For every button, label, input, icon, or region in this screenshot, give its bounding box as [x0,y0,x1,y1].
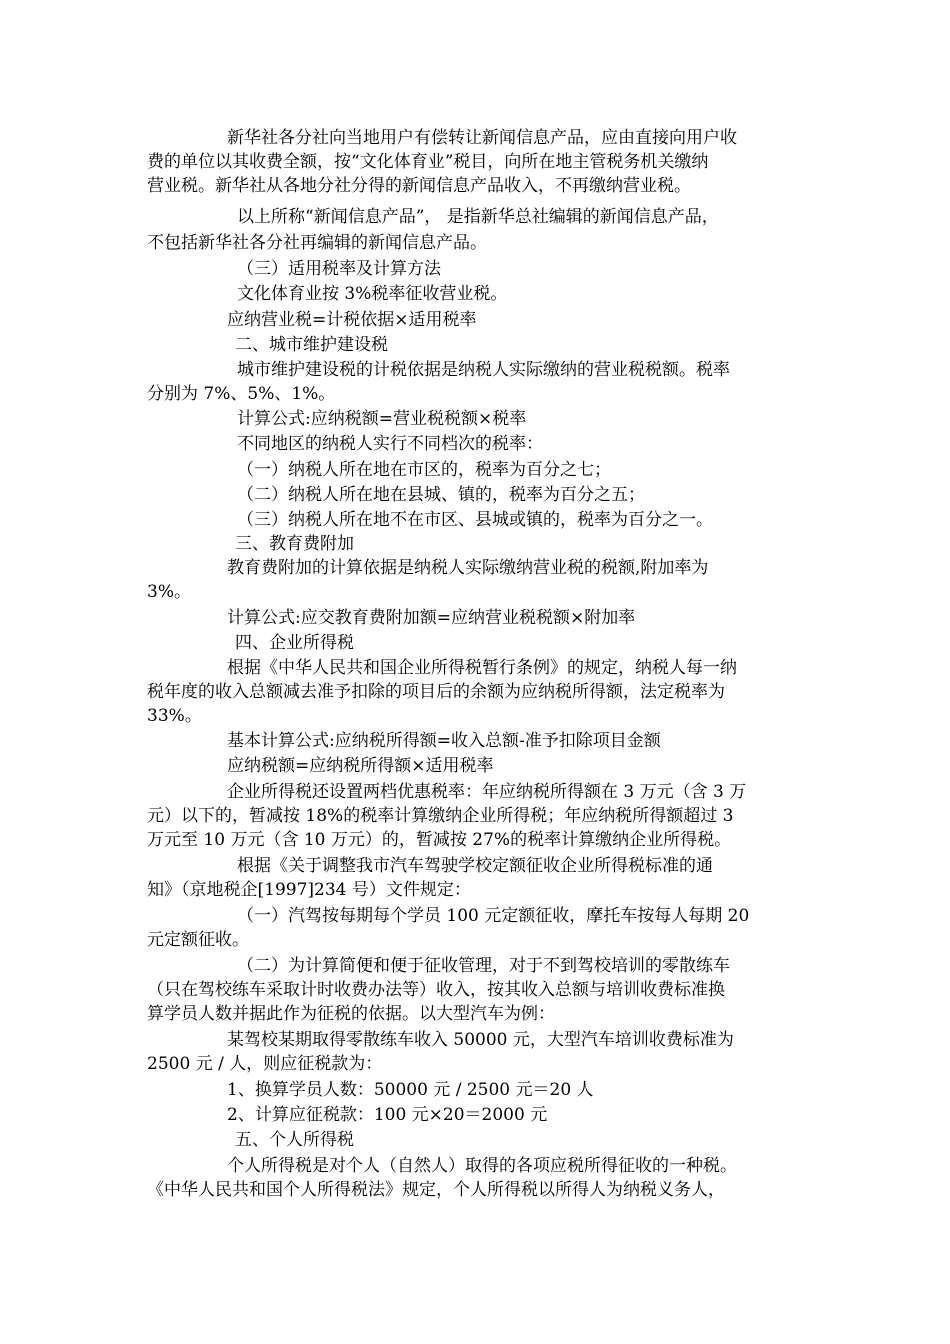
text-line: 企业所得税还设置两档优惠税率：年应纳税所得额在 3 万元（含 3 万 [227,782,747,802]
section-heading: 二、城市维护建设税 [235,335,388,355]
text-line: 根据《关于调整我市汽车驾驶学校定额征收企业所得税标准的通 [237,856,713,876]
section-heading: （三）适用税率及计算方法 [237,259,441,279]
text-line: 2500 元 / 人，则应征税款为： [147,1054,383,1074]
list-item: （一）纳税人所在地在市区的，税率为百分之七； [237,460,611,480]
text-line: 不同地区的纳税人实行不同档次的税率： [237,434,543,454]
text-line: 万元至 10 万元（含 10 万元）的，暂减按 27%的税率计算缴纳企业所得税。 [147,830,732,850]
list-item: （一）汽驾按每期每个学员 100 元定额征收，摩托车按每人每期 20 [237,906,750,926]
text-line: 元定额征收。 [147,930,249,950]
list-item: 1、换算学员人数：50000 元 / 2500 元＝20 人 [227,1080,594,1100]
text-line: 33%。 [147,706,202,726]
formula-line: 计算公式:应交教育费附加额=应纳营业税税额×附加率 [227,608,636,628]
formula-line: 应纳营业税=计税依据×适用税率 [227,310,477,330]
text-line: 根据《中华人民共和国企业所得税暂行条例》的规定，纳税人每一纳 [227,658,737,678]
text-line: （只在驾校练车采取计时收费办法等）收入，按其收入总额与培训收费标准换 [147,980,725,1000]
list-item: （二）纳税人所在地在县城、镇的，税率为百分之五； [237,485,645,505]
text-line: 教育费附加的计算依据是纳税人实际缴纳营业税的税额,附加率为 [227,558,709,578]
text-line: 费的单位以其收费全额，按“文化体育业”税目，向所在地主管税务机关缴纳 [147,152,709,172]
text-line: 个人所得税是对个人（自然人）取得的各项应税所得征收的一种税。 [227,1156,737,1176]
text-line: 知》（京地税企[1997]234 号）文件规定： [147,880,471,900]
text-line: 元）以下的，暂减按 18%的税率计算缴纳企业所得税；年应纳税所得额超过 3 [147,806,734,826]
text-line: 《中华人民共和国个人所得税法》规定，个人所得税以所得人为纳税义务人， [147,1180,725,1200]
list-item: （三）纳税人所在地不在市区、县城或镇的，税率为百分之一。 [237,510,713,530]
section-heading: 五、个人所得税 [235,1130,354,1150]
formula-line: 应纳税额=应纳税所得额×适用税率 [227,756,494,776]
text-line: 算学员人数并据此作为征税的依据。以大型汽车为例： [147,1004,555,1024]
text-line: 新华社各分社向当地用户有偿转让新闻信息产品，应由直接向用户收 [227,128,737,148]
text-line: 文化体育业按 3%税率征收营业税。 [237,284,508,304]
formula-line: 计算公式:应纳税额=营业税税额×税率 [237,409,527,429]
section-heading: 四、企业所得税 [235,633,354,653]
text-line: 营业税。新华社从各地分社分得的新闻信息产品收入，不再缴纳营业税。 [147,176,691,196]
text-line: 以上所称“新闻信息产品”， 是指新华总社编辑的新闻信息产品， [237,207,719,227]
formula-line: 基本计算公式:应纳税所得额=收入总额-准予扣除项目金额 [227,731,661,751]
text-line: 不包括新华社各分社再编辑的新闻信息产品。 [147,233,487,253]
section-heading: 三、教育费附加 [235,534,354,554]
text-line: 税年度的收入总额减去准予扣除的项目后的余额为应纳税所得额，法定税率为 [147,682,725,702]
text-line: 某驾校某期取得零散练车收入 50000 元，大型汽车培训收费标准为 [227,1030,734,1050]
text-line: 城市维护建设税的计税依据是纳税人实际缴纳的营业税税额。税率 [237,360,730,380]
text-line: 3%。 [147,582,191,602]
text-line: 分别为 7%、5%、1%。 [147,384,336,404]
list-item: （二）为计算简便和便于征收管理，对于不到驾校培训的零散练车 [237,956,730,976]
list-item: 2、计算应征税款：100 元×20＝2000 元 [227,1105,548,1125]
